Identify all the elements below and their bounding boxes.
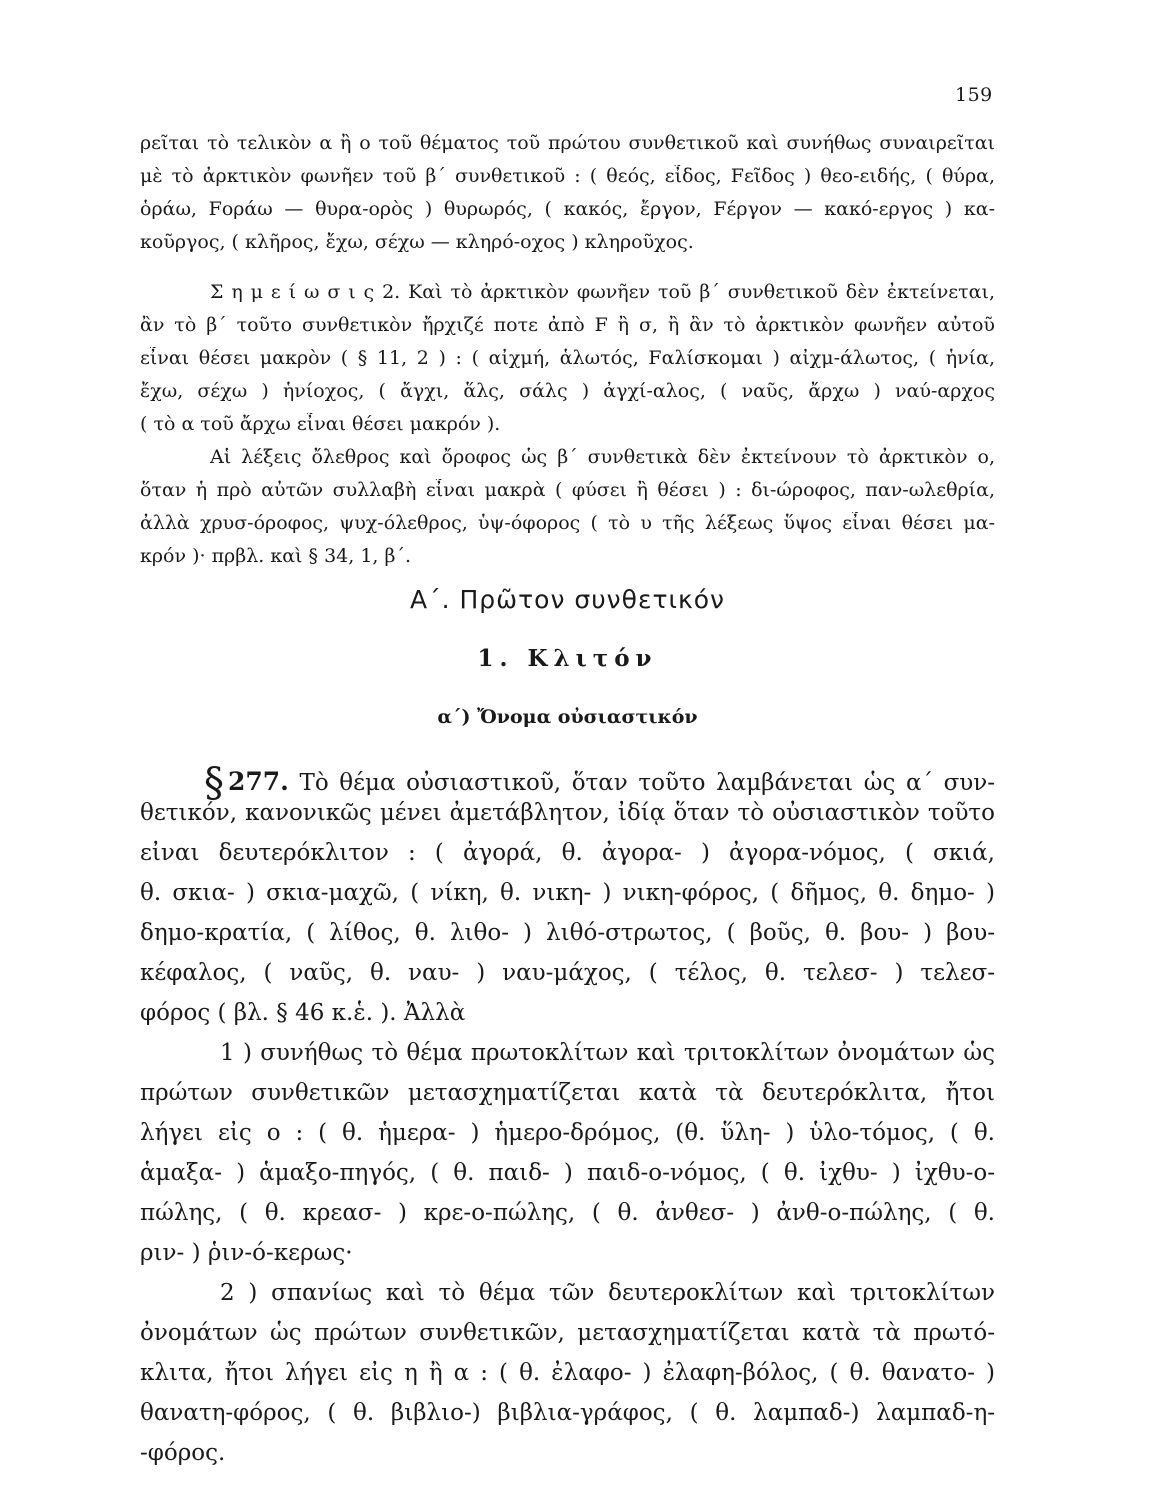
paragraph-line: θετικόν, κανονικῶς μένει ἀμετάβλητον, ἰδίᾳ ὅταν τὸ οὐσιαστικὸν τοῦτο	[140, 800, 995, 826]
item-2-line: ὀνομάτων ὡς πρώτων συνθετικῶν, μετασχηματίζεται κατὰ τὰ πρωτό-	[140, 1320, 995, 1346]
page-number: 159	[955, 84, 993, 106]
item-2-first-line: 2 ) σπανίως καὶ τὸ θέμα τῶν δευτεροκλίτων καὶ τριτοκλίτων	[220, 1280, 995, 1306]
intro-line: κοῦργος, ( κλῆρος, ἔχω, σέχω — κληρό-οχος ) κληροῦχος.	[140, 231, 694, 253]
item-1-first-line: 1 ) συνήθως τὸ θέμα πρωτοκλίτων καὶ τριτοκλίτων ὀνομάτων ὡς	[220, 1040, 995, 1066]
section-heading: Α΄. Πρῶτον συνθετικόν	[410, 585, 725, 614]
paragraph-line: φόρος ( βλ. § 46 κ.ἑ. ). Ἀλλὰ	[140, 1000, 466, 1026]
paragraph-line: κέφαλος, ( ναῦς, θ. ναυ- ) ναυ-μάχος, ( τέλος, θ. τελεσ- ) τελεσ-	[140, 960, 995, 986]
paragraph-first-line-text: Τὸ θέμα οὐσιαστικοῦ, ὅταν τοῦτο λαμβάνεται ὡς α΄ συν-	[299, 770, 995, 796]
note-line: Σ η μ ε ί ω σ ι ς 2. Καὶ τὸ ἀρκτικὸν φωνῆεν τοῦ β΄ συνθετικοῦ δὲν ἐκτείνεται,	[210, 281, 995, 303]
item-1-line: πώλης, ( θ. κρεασ- ) κρε-ο-πώλης, ( θ. ἀνθεσ- ) ἀνθ-ο-πώλης, ( θ.	[140, 1200, 995, 1226]
intro-line: μὲ τὸ ἀρκτικὸν φωνῆεν τοῦ β΄ συνθετικοῦ : ( θεός, εἶδος, Fεῖδος ) θεο-ειδής, ( θύρα,	[140, 165, 995, 187]
note-line: εἶναι θέσει μακρὸν ( § 11, 2 ) : ( αἰχμή, ἁλωτός, Fαλίσκομαι ) αἰχμ-άλωτος, ( ἡνία,	[140, 347, 995, 369]
paragraph-line: δημο-κρατία, ( λίθος, θ. λιθο- ) λιθό-στρωτος, ( βοῦς, θ. βου- ) βου-	[140, 920, 995, 946]
paragraph-line: εἶναι δευτερόκλιτον : ( ἀγορά, θ. ἀγορα- ) ἀγορα-νόμος, ( σκιά,	[140, 840, 995, 866]
paragraph-number: § 277.	[204, 760, 289, 806]
note-line: ἔχω, σέχω ) ἡνίοχος, ( ἄγχι, ἅλς, σάλς ) ἀγχί-αλος, ( ναῦς, ἄρχω ) ναύ-αρχος	[140, 380, 995, 402]
item-1-line: ἁμαξα- ) ἁμαξο-πηγός, ( θ. παιδ- ) παιδ-ο-νόμος, ( θ. ἰχθυ- ) ἰχθυ-ο-	[140, 1160, 995, 1186]
note-line: ὅταν ἡ πρὸ αὐτῶν συλλαβὴ εἶναι μακρὰ ( φύσει ἢ θέσει ) : δι-ώροφος, παν-ωλεθρία,	[140, 479, 995, 501]
item-1-line: ριν- ) ῥιν-ό-κερως·	[140, 1240, 353, 1266]
intro-line: ὁράω, Fοράω — θυρα-ορὸς ) θυρωρός, ( κακός, ἔργον, Fέργον — κακό-εργος ) κα-	[140, 198, 995, 220]
note-line: ( τὸ α τοῦ ἄρχω εἶναι θέσει μακρόν ).	[140, 413, 501, 435]
item-2-line: -φόρος.	[140, 1440, 226, 1466]
item-1-line: πρώτων συνθετικῶν μετασχηματίζεται κατὰ τὰ δευτερόκλιτα, ἤτοι	[140, 1080, 995, 1106]
subsection-heading: 1. Κλιτόν	[477, 645, 658, 672]
subsubsection-heading: α΄) Ὄνομα οὐσιαστικόν	[437, 706, 698, 728]
note-line: ἂν τὸ β΄ τοῦτο συνθετικὸν ἤρχιζέ ποτε ἀπὸ F ἢ σ, ἢ ἂν τὸ ἀρκτικὸν φωνῆεν αὐτοῦ	[140, 314, 995, 336]
note-line: ἀλλὰ χρυσ-όροφος, ψυχ-όλεθρος, ὑψ-όφορος ( τὸ υ τῆς λέξεως ὕψος εἶναι θέσει μα-	[140, 512, 995, 534]
paragraph-line: θ. σκια- ) σκια-μαχῶ, ( νίκη, θ. νικη- ) νικη-φόρος, ( δῆμος, θ. δημο- )	[140, 880, 995, 906]
note-line: Αἱ λέξεις ὄλεθρος καὶ ὄροφος ὡς β΄ συνθετικὰ δὲν ἐκτείνουν τὸ ἀρκτικὸν ο,	[210, 446, 995, 468]
item-2-line: κλιτα, ἤτοι λήγει εἰς η ἢ α : ( θ. ἐλαφο- ) ἐλαφη-βόλος, ( θ. θανατο- )	[140, 1360, 995, 1386]
item-1-line: λήγει εἰς ο : ( θ. ἡμερα- ) ἡμερο-δρόμος, (θ. ὕλη- ) ὑλο-τόμος, ( θ.	[140, 1120, 995, 1146]
intro-line: ρεῖται τὸ τελικὸν α ἢ ο τοῦ θέματος τοῦ πρώτου συνθετικοῦ καὶ συνήθως συναιρεῖται	[140, 132, 995, 154]
note-line: κρόν )· πρβλ. καὶ § 34, 1, β΄.	[140, 545, 412, 567]
item-2-line: θανατη-φόρος, ( θ. βιβλιο-) βιβλια-γράφος, ( θ. λαμπαδ-) λαμπαδ-η-	[140, 1400, 995, 1426]
